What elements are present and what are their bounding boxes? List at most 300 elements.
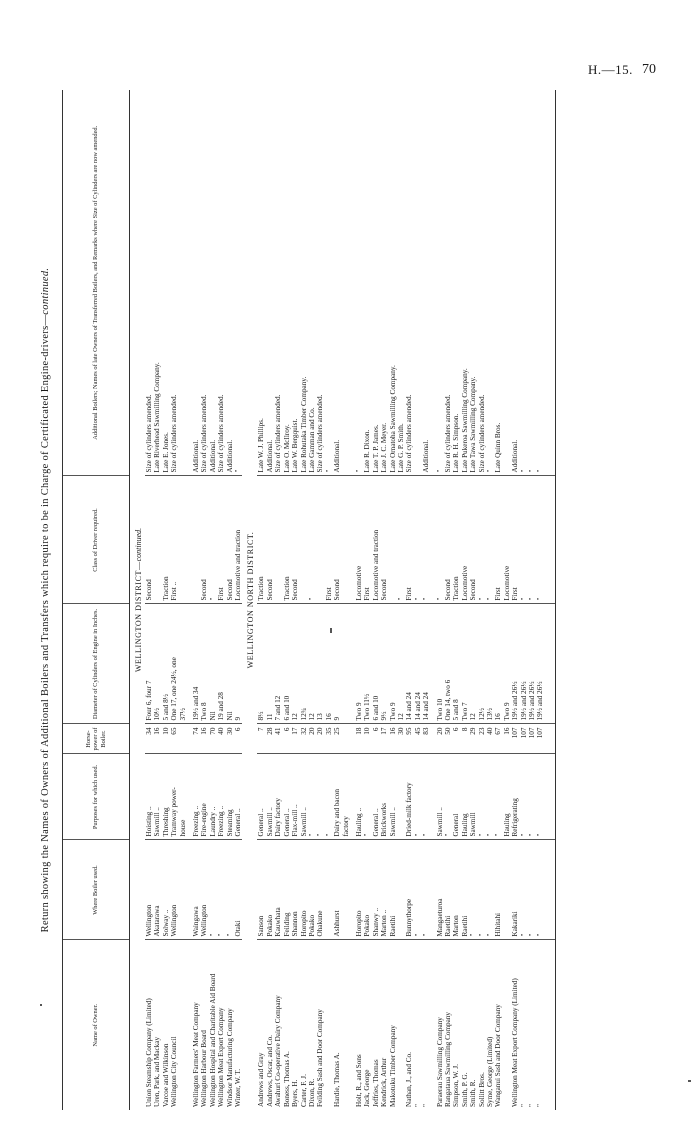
cell-cyl: 19½ and 34 xyxy=(192,604,200,724)
cell-remarks: Late R. Dixon. xyxy=(363,90,371,476)
rotated-return-table-page xyxy=(40,90,670,1110)
cell-purpose: Tramway power- xyxy=(170,754,178,840)
table-row xyxy=(192,90,200,1110)
table-row xyxy=(389,90,397,1110)
return-title xyxy=(40,90,58,1110)
cell-owner: Wellington Meat Export Company (Limited) xyxy=(511,978,520,1107)
table-row xyxy=(200,90,208,1110)
table-row xyxy=(461,90,469,1110)
bottom-cell xyxy=(545,476,556,604)
cell-remarks: Size of cylinders amended. xyxy=(145,90,153,476)
cell-remarks: Late Ornatoha Sawmilling Company. xyxy=(389,90,397,476)
cell-remarks: Size of cylinders amended. xyxy=(274,90,282,476)
cell-owner: Nathan, J., and Co. xyxy=(405,1052,414,1107)
table-row xyxy=(162,90,170,1110)
table-row xyxy=(300,90,308,1110)
cell-purpose: " xyxy=(486,754,494,840)
cell-remarks: Late E. Jones. xyxy=(162,90,170,476)
table-row xyxy=(503,90,511,1110)
cell-remarks: Additional. xyxy=(333,90,341,476)
cell-hp: 107 xyxy=(511,724,519,754)
cell-cyl: 19 and 28 xyxy=(217,604,225,724)
cell-hp: 6 xyxy=(452,724,460,754)
cell-where: Marton xyxy=(452,840,460,940)
cell-cyl: Two 11½ xyxy=(363,604,371,724)
cell-owner: Awahuri Co-operative Dairy Company xyxy=(274,995,283,1107)
cell-driver xyxy=(342,476,350,604)
cell-remarks: Size of cylinders amended. xyxy=(170,90,178,476)
cell-remarks xyxy=(342,90,350,476)
table-row xyxy=(372,90,380,1110)
table-row xyxy=(405,90,413,1110)
document-reference: H.—15. xyxy=(588,62,633,77)
table-row xyxy=(414,90,422,1110)
cell-remarks: Size of cylinders amended. xyxy=(316,90,324,476)
cell-cyl: 12 xyxy=(308,604,316,724)
cell-purpose: " xyxy=(308,754,316,840)
cell-owner xyxy=(503,940,511,1110)
cell-remarks: Size of cylinders amended. xyxy=(217,90,225,476)
cell-where: Raetihi xyxy=(389,840,397,940)
cell-where: " xyxy=(469,840,477,940)
cell-remarks: Late O. McIlroy. xyxy=(283,90,291,476)
cell-remarks: Additional. xyxy=(192,90,200,476)
district-heading-row xyxy=(242,90,257,1110)
cell-where xyxy=(179,840,187,940)
cell-cyl: 5 and 8½ xyxy=(162,604,170,724)
cell-where: Wellington xyxy=(145,840,153,940)
cell-driver: Second xyxy=(200,476,208,604)
table-row xyxy=(217,90,225,1110)
cell-driver: Second xyxy=(380,476,388,604)
cell-remarks: Size of cylinders amended. xyxy=(444,90,452,476)
cell-cyl: 9 xyxy=(234,604,242,724)
cell-hp: 45 xyxy=(414,724,422,754)
cell-purpose: Sawmill .. xyxy=(266,754,274,840)
district-name: WELLINGTON NORTH DISTRICT. xyxy=(246,531,256,669)
cell-purpose: General .. xyxy=(372,754,380,840)
cell-driver: " xyxy=(486,476,494,604)
cell-cyl: Two 9 xyxy=(503,604,511,724)
cell-cyl: 14 and 24 xyxy=(405,604,413,724)
table-row xyxy=(274,90,282,1110)
cell-purpose: Hauling xyxy=(461,754,469,840)
cell-purpose: " xyxy=(316,754,324,840)
cell-owner: Varcoe and Wilkinson xyxy=(161,1043,170,1107)
cell-where: Kakariki xyxy=(511,840,519,940)
cell-hp: 67 xyxy=(494,724,502,754)
table-row xyxy=(528,90,536,1110)
cell-hp: 10 xyxy=(162,724,170,754)
bottom-cell xyxy=(545,604,556,724)
cell-purpose: General .. xyxy=(283,754,291,840)
cell-cyl: One 17, one 24½, one xyxy=(170,604,178,724)
cell-owner: Rangataua Sawmilling Company xyxy=(444,1011,452,1107)
cell-driver: Second xyxy=(291,476,299,604)
cell-cyl: Nil xyxy=(209,604,217,724)
cell-remarks: Late W. J. Phillips. xyxy=(257,90,265,476)
cell-hp: 20 xyxy=(316,724,324,754)
cell-cyl: One 14, two 6 xyxy=(444,604,452,724)
district-heading xyxy=(130,90,146,1110)
page-number: 70 xyxy=(642,62,656,77)
table-row xyxy=(325,90,333,1110)
cell-driver: Traction xyxy=(257,476,265,604)
cell-hp: 28 xyxy=(266,724,274,754)
cell-hp: 30 xyxy=(397,724,405,754)
cell-owner: Boness, Thomas A. xyxy=(282,1051,291,1107)
cell-cyl: 13½ xyxy=(486,604,494,724)
cell-purpose: Sawmill .. xyxy=(153,754,161,840)
cell-purpose: General xyxy=(452,754,460,840)
cell-cyl: Two 9 xyxy=(389,604,397,724)
cell-cyl: 12 xyxy=(469,604,477,724)
table-row xyxy=(170,90,178,1110)
table-row xyxy=(444,90,452,1110)
cell-hp: 25 xyxy=(333,724,341,754)
margin-mark xyxy=(688,1080,691,1082)
table-row xyxy=(257,90,265,1110)
cell-remarks: Late W. Bergquist. xyxy=(291,90,299,476)
cell-owner: Sollitt Bros. xyxy=(477,1072,486,1107)
table-row xyxy=(234,90,242,1110)
cell-driver: Traction xyxy=(283,476,291,604)
cell-where: Pokako xyxy=(363,840,371,940)
cell-where: " xyxy=(478,840,486,940)
table-row xyxy=(342,90,350,1110)
cell-purpose: Threshing xyxy=(162,754,170,840)
cell-hp: 20 xyxy=(436,724,444,754)
cell-hp: 107 xyxy=(520,724,528,754)
cell-cyl: 19½ and 26½ xyxy=(511,604,519,724)
header-remarks: Additional Boilers; Names of late Owners of Transferred Boilers, and Remarks where Size of Cylinders are now amended. xyxy=(63,90,130,476)
cell-purpose: Fire-engine xyxy=(200,754,208,840)
return-title-main: Return showing the Names of Owners of Additional Boilers and Transfers which require to be in Charge of Certificated Engine-drivers— xyxy=(40,314,51,933)
table-row xyxy=(316,90,324,1110)
cell-purpose: Dried-milk factory xyxy=(405,754,413,840)
cell-owner: Simpson, W. J. xyxy=(452,1064,461,1107)
cell-hp: 6 xyxy=(283,724,291,754)
cell-remarks: " xyxy=(536,90,544,476)
cell-where xyxy=(325,840,333,940)
cell-owner: Andrews and Gray xyxy=(257,1052,266,1107)
cell-cyl: 19½ and 26½ xyxy=(520,604,528,724)
cell-cyl: 14 and 24 xyxy=(414,604,422,724)
cell-cyl: Two 9 xyxy=(355,604,363,724)
cell-owner: Wanganui Sash and Door Company xyxy=(494,1004,503,1107)
cell-hp: 70 xyxy=(209,724,217,754)
cell-where: Akatarawa xyxy=(153,840,161,940)
cell-hp: 107 xyxy=(536,724,544,754)
header-cylinders: Diameter of Cylinders of Engine in Inches. xyxy=(63,604,130,724)
cell-driver xyxy=(153,476,161,604)
cell-purpose: Flax-mill .. xyxy=(291,754,299,840)
cell-driver: " xyxy=(397,476,405,604)
cell-owner: Makotuku Timber Company xyxy=(388,1025,397,1107)
cell-remarks: " xyxy=(520,90,528,476)
cell-driver: Locomotive and traction xyxy=(234,476,242,604)
cell-purpose: General .. xyxy=(234,754,242,840)
cell-driver: Second xyxy=(444,476,452,604)
cell-cyl: 12 xyxy=(291,604,299,724)
table-row xyxy=(355,90,363,1110)
cell-cyl: 16 xyxy=(325,604,333,724)
cell-owner: Byers, H. xyxy=(291,1079,300,1107)
header-owner: Name of Owner. xyxy=(63,940,130,1110)
cell-driver xyxy=(192,476,200,604)
cell-where: " xyxy=(536,840,544,940)
cell-where xyxy=(342,840,350,940)
cell-where: Waingawa xyxy=(192,840,200,940)
cell-where: Ashhurst xyxy=(333,840,341,940)
cell-owner xyxy=(179,940,187,1110)
cell-hp: 17 xyxy=(380,724,388,754)
cell-driver: First xyxy=(217,476,225,604)
cell-remarks: " xyxy=(355,90,363,476)
cell-owner: Smith, R. xyxy=(469,1079,478,1107)
table-row xyxy=(494,90,502,1110)
cell-driver: First xyxy=(363,476,371,604)
cell-hp: 32 xyxy=(300,724,308,754)
cell-remarks: Late Pukeroa Sawmilling Company. xyxy=(461,90,469,476)
cell-cyl: 9½ xyxy=(380,604,388,724)
cell-owner: Winter, W. T. xyxy=(234,1068,243,1107)
cell-owner: Kendrick, Arthur xyxy=(380,1057,389,1107)
cell-owner: Union Steamship Company (Limited) xyxy=(145,998,153,1107)
header-driver-class: Class of Driver required. xyxy=(63,476,130,604)
cell-cyl: 6 and 10 xyxy=(283,604,291,724)
cell-purpose: " xyxy=(363,754,371,840)
cell-owner: " xyxy=(536,1104,545,1107)
margin-mark xyxy=(40,1004,42,1006)
cell-purpose: Sawmill xyxy=(469,754,477,840)
cell-where: Mangaeturoa xyxy=(436,840,444,940)
cell-owner: Windsor Manufacturing Company xyxy=(225,1008,234,1107)
return-title-continued: continued. xyxy=(40,267,51,315)
cell-owner: Smith, P. G. xyxy=(460,1072,469,1107)
cell-remarks: Size of cylinders amended. xyxy=(200,90,208,476)
table-row xyxy=(179,90,187,1110)
cell-remarks: Late T. P. James. xyxy=(372,90,380,476)
cell-purpose: house xyxy=(179,754,187,840)
table-row xyxy=(422,90,430,1110)
cell-driver: Locomotive xyxy=(461,476,469,604)
bottom-cell xyxy=(545,90,556,476)
cell-purpose: " xyxy=(444,754,452,840)
cell-cyl: 19½ and 26½ xyxy=(536,604,544,724)
cell-owner: Wellington Harbour Board xyxy=(200,1030,209,1107)
cell-driver: First xyxy=(405,476,413,604)
cell-where: " xyxy=(528,840,536,940)
cell-driver: First xyxy=(325,476,333,604)
cell-driver: " xyxy=(209,476,217,604)
cell-purpose: General .. xyxy=(257,754,265,840)
header-where-used: Where Boiler used. xyxy=(63,840,130,940)
cell-remarks: " xyxy=(234,90,242,476)
bottom-cell xyxy=(545,724,556,754)
cell-hp: 35 xyxy=(325,724,333,754)
cell-purpose: " xyxy=(520,754,528,840)
cell-owner: Wellington City Council xyxy=(170,1036,179,1107)
cell-cyl: 5 and 8 xyxy=(452,604,460,724)
table-row xyxy=(153,90,161,1110)
cell-owner: Paraerau Sawmilling Company xyxy=(435,1017,444,1107)
cell-hp: 10 xyxy=(363,724,371,754)
cell-cyl: 10½ xyxy=(153,604,161,724)
cell-where: Shanwy .. xyxy=(372,840,380,940)
cell-purpose: " xyxy=(478,754,486,840)
cell-remarks: Additional. xyxy=(226,90,234,476)
cell-owner: Carter, F. J. xyxy=(299,1074,308,1107)
cell-purpose: Steaming xyxy=(226,754,234,840)
cell-owner: Feilding Sash and Door Company xyxy=(316,1009,325,1107)
cell-purpose: Hauling xyxy=(503,754,511,840)
cell-remarks xyxy=(414,90,422,476)
cell-driver: First xyxy=(511,476,519,604)
table-row xyxy=(283,90,291,1110)
cell-owner xyxy=(342,940,350,1110)
cell-where: Raetihi xyxy=(461,840,469,940)
cell-hp: 74 xyxy=(192,724,200,754)
cell-hp xyxy=(179,724,187,754)
cell-remarks: Additional. xyxy=(511,90,519,476)
cell-driver: " xyxy=(422,476,430,604)
cell-where: Solway .. xyxy=(162,840,170,940)
cell-remarks: Additional. xyxy=(266,90,274,476)
cell-remarks: Late Riverhead Sawmilling Company. xyxy=(153,90,161,476)
cell-owner xyxy=(325,940,333,1110)
cell-remarks: Late R. H. Simpson. xyxy=(452,90,460,476)
cell-where: Kauwhata xyxy=(274,840,282,940)
cell-cyl: Two 10 xyxy=(436,604,444,724)
cell-purpose: " xyxy=(528,754,536,840)
cell-driver: " xyxy=(308,476,316,604)
table-row xyxy=(452,90,460,1110)
cell-remarks: Size of cylinders amended. xyxy=(405,90,413,476)
cell-driver: " xyxy=(536,476,544,604)
cell-cyl: 8½ xyxy=(257,604,265,724)
district-heading xyxy=(242,90,257,1110)
cell-purpose: Sawmill .. xyxy=(389,754,397,840)
cell-cyl: 13 xyxy=(316,604,324,724)
bottom-cell xyxy=(545,940,556,1110)
table-row xyxy=(226,90,234,1110)
cell-where: Hihitahi xyxy=(494,840,502,940)
cell-remarks: " xyxy=(486,90,494,476)
cell-where: " xyxy=(209,840,217,940)
cell-hp: 41 xyxy=(274,724,282,754)
cell-driver: " xyxy=(414,476,422,604)
cell-cyl: 6 and 10 xyxy=(372,604,380,724)
cell-cyl: 7 and 12 xyxy=(274,604,282,724)
cell-remarks: Late J. C. Meyer. xyxy=(380,90,388,476)
cell-where: Feilding xyxy=(283,840,291,940)
district-continued: continued. xyxy=(133,527,143,562)
cell-where: " xyxy=(414,840,422,940)
table-row xyxy=(520,90,528,1110)
cell-where: Otaki xyxy=(234,840,242,940)
cell-remarks: " xyxy=(528,90,536,476)
bottom-cell xyxy=(545,754,556,840)
cell-driver: Locomotive xyxy=(503,476,511,604)
cell-where: Horopito xyxy=(355,840,363,940)
cell-purpose: " xyxy=(494,754,502,840)
cell-hp: 8 xyxy=(461,724,469,754)
cell-owner: Wellington Farmers' Meat Company xyxy=(192,1002,201,1107)
cell-where: Wellington xyxy=(170,840,178,940)
cell-remarks: Size of cylinders amended. xyxy=(478,90,486,476)
district-name: WELLINGTON DISTRICT— xyxy=(133,561,143,673)
cell-driver: Locomotive and traction xyxy=(372,476,380,604)
cell-remarks: Late Rohutaka Timber Company. xyxy=(300,90,308,476)
cell-driver: Second xyxy=(266,476,274,604)
cell-cyl: 9 xyxy=(333,604,341,724)
cell-remarks xyxy=(503,90,511,476)
table-row xyxy=(266,90,274,1110)
cell-purpose: Sawmill .. xyxy=(436,754,444,840)
header-purpose: Purposes for which used. xyxy=(63,754,130,840)
cell-driver: " xyxy=(520,476,528,604)
boilers-return-table xyxy=(62,90,556,1110)
cell-hp: 34 xyxy=(145,724,153,754)
cell-owner: Syme, George (Limited) xyxy=(486,1036,495,1107)
table-row xyxy=(486,90,494,1110)
cell-hp: 6 xyxy=(372,724,380,754)
cell-cyl: 12¾ xyxy=(300,604,308,724)
cell-owner xyxy=(397,940,405,1110)
cell-cyl: Two 8 xyxy=(200,604,208,724)
cell-hp: 23 xyxy=(478,724,486,754)
cell-hp: 16 xyxy=(200,724,208,754)
table-row xyxy=(291,90,299,1110)
cell-owner: " xyxy=(422,1104,431,1107)
cell-purpose: Laundry .. xyxy=(209,754,217,840)
cell-driver: Second xyxy=(226,476,234,604)
cell-purpose: Refrigerating xyxy=(511,754,519,840)
cell-purpose: " xyxy=(325,754,333,840)
cell-cyl: Nil xyxy=(226,604,234,724)
table-row xyxy=(209,90,217,1110)
cell-owner: Dixon, R. xyxy=(307,1078,316,1107)
table-row xyxy=(333,90,341,1110)
cell-where: Shannon xyxy=(291,840,299,940)
table-row xyxy=(536,90,544,1110)
cell-remarks: " xyxy=(325,90,333,476)
cell-driver xyxy=(389,476,397,604)
cell-cyl: 14 and 24 xyxy=(422,604,430,724)
cell-where: Horopito xyxy=(300,840,308,940)
cell-driver: Second xyxy=(333,476,341,604)
cell-hp: 7 xyxy=(257,724,265,754)
cell-purpose: Dairy and bacon xyxy=(333,754,341,840)
cell-hp: 6 xyxy=(234,724,242,754)
cell-hp: 30 xyxy=(226,724,234,754)
table-body xyxy=(130,90,556,1110)
cell-driver: Second xyxy=(145,476,153,604)
table-header-row xyxy=(63,90,130,1110)
cell-owner: Jeffries, Thomas xyxy=(371,1059,380,1107)
table-row xyxy=(397,90,405,1110)
cell-driver: Locomotive xyxy=(355,476,363,604)
cell-owner: " xyxy=(413,1104,422,1107)
cell-purpose: Hoisting .. xyxy=(145,754,153,840)
cell-cyl: 12 xyxy=(397,604,405,724)
cell-remarks: Additional. xyxy=(422,90,430,476)
cell-hp xyxy=(342,724,350,754)
cell-driver: Second xyxy=(469,476,477,604)
table-row xyxy=(436,90,444,1110)
cell-cyl: 11 xyxy=(266,604,274,724)
